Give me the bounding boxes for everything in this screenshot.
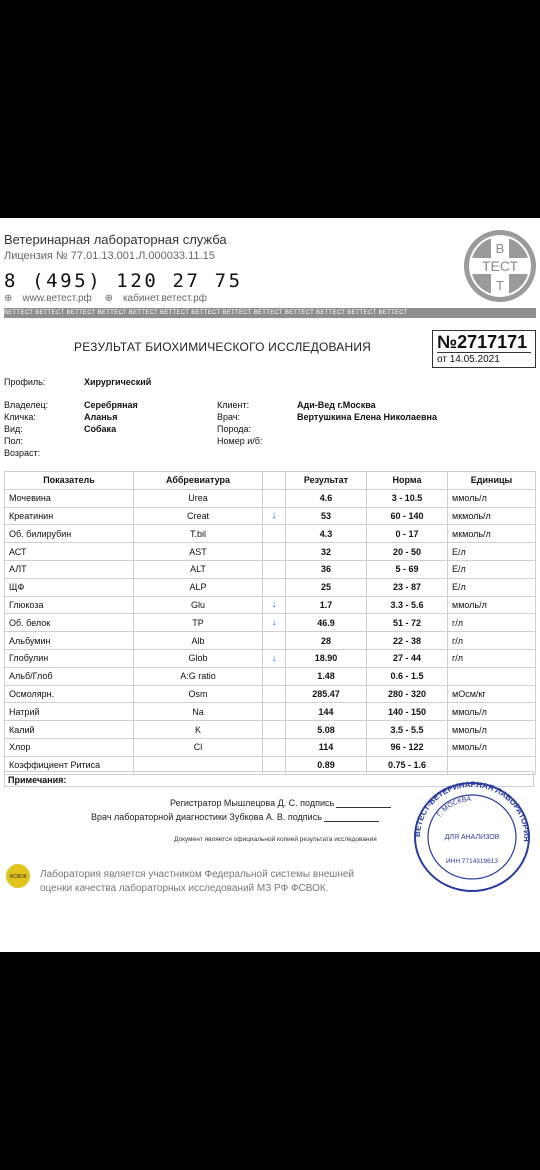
doctor-signature <box>91 812 379 822</box>
cell-norm: 140 - 150 <box>367 703 448 721</box>
card-number-label: Номер и/б: <box>217 436 263 446</box>
svg-text:В: В <box>495 241 505 256</box>
cell-result: 1.7 <box>286 596 367 614</box>
cell-name: Об. белок <box>5 614 134 632</box>
cell-unit: ммоль/л <box>448 738 536 756</box>
stamp-inner-text: Г. МОСКВА <box>436 795 472 819</box>
cell-name: ЩФ <box>5 578 134 596</box>
down-arrow-icon: ↓ <box>263 507 286 525</box>
cell-result: 28 <box>286 632 367 650</box>
cell-result: 1.48 <box>286 667 367 685</box>
cell-name: Глобулин <box>5 649 134 667</box>
cell-result: 5.08 <box>286 721 367 739</box>
cell-result: 46.9 <box>286 614 367 632</box>
down-arrow-icon: ↓ <box>263 596 286 614</box>
column-header: Аббревиатура <box>134 472 263 490</box>
report-number: №2717171 <box>437 332 528 352</box>
column-header: Результат <box>286 472 367 490</box>
license-number: Лицензия № 77.01.13.001.Л.000033.11.15 <box>4 250 215 262</box>
registrar-text: Регистратор Мышлецова Д. С. подпись <box>170 798 335 808</box>
cell-name: Глюкоза <box>5 596 134 614</box>
down-arrow-icon <box>263 703 286 721</box>
cell-unit: ммоль/л <box>448 489 536 507</box>
cell-norm: 0.75 - 1.6 <box>367 756 448 774</box>
official-copy-note: Документ является официальной копией результата исследования <box>174 836 377 843</box>
cell-norm: 23 - 87 <box>367 578 448 596</box>
cell-abbr: Glu <box>134 596 263 614</box>
table-row <box>5 507 536 525</box>
cell-name: Об. билирубин <box>5 525 134 543</box>
report-title: РЕЗУЛЬТАТ БИОХИМИЧЕСКОГО ИССЛЕДОВАНИЯ <box>74 340 372 354</box>
cell-result: 32 <box>286 543 367 561</box>
profile-label: Профиль: <box>4 377 46 387</box>
table-row <box>5 703 536 721</box>
down-arrow-icon <box>263 667 286 685</box>
cell-name: Натрий <box>5 703 134 721</box>
cell-norm: 280 - 320 <box>367 685 448 703</box>
cell-result: 4.6 <box>286 489 367 507</box>
stamp-seal <box>412 781 532 893</box>
cell-name: АСТ <box>5 543 134 561</box>
fsvok-logo-text: ФСВОК <box>9 874 27 880</box>
cell-unit: Е/л <box>448 543 536 561</box>
cell-unit: мкмоль/л <box>448 507 536 525</box>
client-value: Ади-Вед г.Москва <box>297 400 376 410</box>
nickname-value: Аланья <box>84 412 118 422</box>
cell-abbr: TP <box>134 614 263 632</box>
cell-name: Хлор <box>5 738 134 756</box>
cell-result: 0.89 <box>286 756 367 774</box>
cell-abbr: K <box>134 721 263 739</box>
table-row <box>5 543 536 561</box>
signature-line <box>336 807 391 808</box>
column-header: Показатель <box>5 472 134 490</box>
report-date: от 14.05.2021 <box>437 352 531 365</box>
vetest-logo <box>462 226 538 306</box>
cell-result: 4.3 <box>286 525 367 543</box>
table-row <box>5 489 536 507</box>
stamp-inn: ИНН 7714319613 <box>445 858 499 865</box>
cell-name: Мочевина <box>5 489 134 507</box>
table-row <box>5 560 536 578</box>
fsvok-line-2: оценки качества лабораторных исследований МЗ РФ ФСВОК. <box>40 883 329 894</box>
cell-abbr: ALT <box>134 560 263 578</box>
down-arrow-icon: ↓ <box>263 614 286 632</box>
age-label: Возраст: <box>4 448 41 458</box>
cell-abbr: T.bil <box>134 525 263 543</box>
cell-norm: 3.3 - 5.6 <box>367 596 448 614</box>
registrar-signature <box>170 798 391 808</box>
table-row <box>5 525 536 543</box>
cell-name: Креатинин <box>5 507 134 525</box>
doctor-signature-text: Врач лабораторной диагностики Зубкова А. В. подпись <box>91 812 322 822</box>
cell-abbr: Cl <box>134 738 263 756</box>
table-row <box>5 685 536 703</box>
cell-result: 144 <box>286 703 367 721</box>
cell-norm: 0.6 - 1.5 <box>367 667 448 685</box>
cell-norm: 27 - 44 <box>367 649 448 667</box>
cell-result: 53 <box>286 507 367 525</box>
cell-norm: 51 - 72 <box>367 614 448 632</box>
column-header: Единицы <box>448 472 536 490</box>
table-row <box>5 721 536 739</box>
signature-line <box>324 821 379 822</box>
cell-unit: г/л <box>448 614 536 632</box>
notes-label: Примечания: <box>4 771 534 787</box>
cell-unit: г/л <box>448 632 536 650</box>
cell-norm: 3 - 10.5 <box>367 489 448 507</box>
breed-label: Порода: <box>217 424 252 434</box>
phone-number: 8 (495) 120 27 75 <box>4 270 243 292</box>
cell-abbr: Osm <box>134 685 263 703</box>
down-arrow-icon <box>263 560 286 578</box>
document-page <box>0 218 540 952</box>
cell-result: 114 <box>286 738 367 756</box>
cell-unit: ммоль/л <box>448 703 536 721</box>
cell-result: 25 <box>286 578 367 596</box>
cell-name: Осмолярн. <box>5 685 134 703</box>
table-row <box>5 632 536 650</box>
down-arrow-icon: ↓ <box>263 649 286 667</box>
table-row <box>5 667 536 685</box>
table-row <box>5 649 536 667</box>
cell-abbr: Creat <box>134 507 263 525</box>
cell-abbr: Alb <box>134 632 263 650</box>
nickname-label: Кличка: <box>4 412 36 422</box>
doctor-value: Вертушкина Елена Николаевна <box>297 412 437 422</box>
down-arrow-icon <box>263 632 286 650</box>
down-arrow-icon <box>263 543 286 561</box>
cell-result: 285.47 <box>286 685 367 703</box>
species-value: Собака <box>84 424 117 434</box>
brand-stripe: ВЕТТЕСТ ВЕТТЕСТ ВЕТТЕСТ ВЕТТЕСТ ВЕТТЕСТ ВЕТТЕСТ ВЕТТЕСТ ВЕТТЕСТ ВЕТТЕСТ ВЕТТЕСТ ВЕТТЕСТ ВЕТТЕСТ ВЕТТЕСТ <box>4 308 536 318</box>
profile-value: Хирургический <box>84 377 152 387</box>
sex-label: Пол: <box>4 436 24 446</box>
cell-unit: мкмоль/л <box>448 525 536 543</box>
species-label: Вид: <box>4 424 23 434</box>
cell-abbr: Urea <box>134 489 263 507</box>
cell-abbr: Glob <box>134 649 263 667</box>
table-row <box>5 596 536 614</box>
fsvok-logo <box>5 863 31 889</box>
cell-unit: ммоль/л <box>448 596 536 614</box>
report-number-box <box>432 330 536 368</box>
fsvok-note <box>40 868 354 896</box>
cell-unit: ммоль/л <box>448 721 536 739</box>
cabinet-link[interactable]: кабинет.ветест.рф <box>122 293 207 304</box>
globe-icon: ⊕ <box>4 293 13 304</box>
cell-abbr: A:G ratio <box>134 667 263 685</box>
cell-abbr: ALP <box>134 578 263 596</box>
fsvok-line-1: Лаборатория является участником Федеральной системы внешней <box>40 869 354 880</box>
client-label: Клиент: <box>217 400 250 410</box>
cell-norm: 96 - 122 <box>367 738 448 756</box>
table-row <box>5 738 536 756</box>
cell-unit: Е/л <box>448 560 536 578</box>
website-link[interactable]: www.ветест.рф <box>22 293 92 304</box>
lab-name: Ветеринарная лабораторная служба <box>4 232 227 247</box>
cell-norm: 5 - 69 <box>367 560 448 578</box>
cell-result: 18.90 <box>286 649 367 667</box>
down-arrow-icon <box>263 685 286 703</box>
table-header-row <box>5 472 536 490</box>
down-arrow-icon <box>263 489 286 507</box>
cell-abbr: Na <box>134 703 263 721</box>
header-links <box>4 293 217 304</box>
cell-name: Калий <box>5 721 134 739</box>
column-header: Норма <box>367 472 448 490</box>
svg-text:ВЕТЕСТ-ВЕТЕРИНАРНАЯ ЛАБОРАТОРИ <box>413 781 531 842</box>
cell-abbr: AST <box>134 543 263 561</box>
cell-result: 36 <box>286 560 367 578</box>
cell-unit <box>448 667 536 685</box>
cell-unit: Е/л <box>448 578 536 596</box>
stamp-center-text: ДЛЯ АНАЛИЗОВ <box>444 834 500 841</box>
results-table <box>4 471 536 775</box>
cell-name: Альб/Глоб <box>5 667 134 685</box>
owner-value: Серебряная <box>84 400 138 410</box>
cell-name: АЛТ <box>5 560 134 578</box>
cell-name: Коэффициент Ритиса <box>5 756 134 774</box>
owner-label: Владелец: <box>4 400 49 410</box>
column-header <box>263 472 286 490</box>
cell-norm: 20 - 50 <box>367 543 448 561</box>
cell-name: Альбумин <box>5 632 134 650</box>
cell-norm: 3.5 - 5.5 <box>367 721 448 739</box>
down-arrow-icon <box>263 525 286 543</box>
svg-text:ТЕСТ: ТЕСТ <box>481 258 519 274</box>
table-row <box>5 614 536 632</box>
globe-icon: ⊕ <box>104 293 113 304</box>
doctor-label: Врач: <box>217 412 241 422</box>
cell-norm: 0 - 17 <box>367 525 448 543</box>
down-arrow-icon <box>263 578 286 596</box>
table-row <box>5 578 536 596</box>
svg-text:Т: Т <box>496 278 504 293</box>
cell-norm: 22 - 38 <box>367 632 448 650</box>
cell-unit: мОсм/кг <box>448 685 536 703</box>
cell-norm: 60 - 140 <box>367 507 448 525</box>
cell-unit: г/л <box>448 649 536 667</box>
stamp-outer-text: ВЕТЕСТ-ВЕТЕРИНАРНАЯ ЛАБОРАТОРИЯ <box>412 781 532 842</box>
down-arrow-icon <box>263 721 286 739</box>
down-arrow-icon <box>263 738 286 756</box>
